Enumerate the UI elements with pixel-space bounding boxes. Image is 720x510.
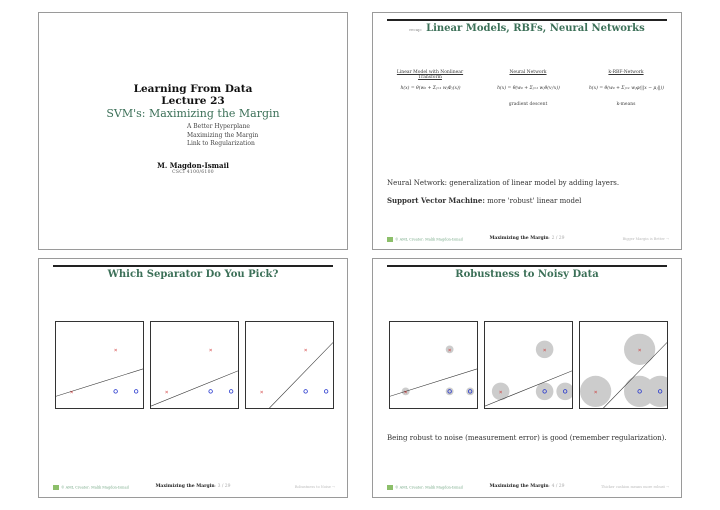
- red-cross-icon: ×: [498, 389, 503, 396]
- footer-title: Maximizing the Margin: 2 / 29: [489, 236, 565, 241]
- slide-heading: Linear Models, RBFs, Neural Networks: [426, 23, 645, 34]
- separator-line: [269, 343, 333, 408]
- formula: h(x) = θ(w₀ + Σⱼ₌₁ wⱼφ(||x − μⱼ||)): [588, 86, 665, 91]
- body-text: more 'robust' linear model: [484, 197, 582, 205]
- noise-plot-3: [579, 321, 668, 409]
- footer-next-link[interactable]: Bigger Margin is Better →: [622, 237, 669, 241]
- footer-title: Maximizing the Margin: 4 / 29: [489, 484, 565, 489]
- red-cross-icon: ×: [303, 347, 308, 354]
- blue-circle-icon: [304, 390, 308, 394]
- slide-title[interactable]: [38, 12, 348, 250]
- slide-heading: Robustness to Noisy Data: [455, 269, 599, 280]
- plot-svg: [246, 322, 333, 408]
- red-cross-icon: ×: [164, 389, 169, 396]
- bold-term: Support Vector Machine:: [387, 196, 485, 205]
- red-cross-icon: ×: [637, 347, 642, 354]
- outline: [187, 123, 258, 149]
- noise-plot-1: [389, 321, 478, 409]
- noise-disk: [556, 383, 572, 401]
- footer-left: © AML Creator: Malik Magdon-Ismail: [53, 485, 129, 490]
- institution: CSCI 4100/6100: [172, 170, 214, 175]
- plot-svg: [56, 322, 143, 408]
- plot-svg: [485, 322, 572, 408]
- formula: h(x) = θ(w₀ + Σⱼ₌₁ wⱼΦⱼ(x)): [400, 86, 461, 91]
- red-cross-icon: ×: [69, 389, 74, 396]
- blue-circle-icon: [229, 390, 233, 394]
- blue-circle-icon: [114, 390, 118, 394]
- footer: [47, 484, 339, 492]
- blue-circle-icon: [324, 390, 328, 394]
- title-rule: [387, 19, 667, 21]
- slide-recap[interactable]: [372, 12, 682, 250]
- footer-title: Maximizing the Margin: 3 / 29: [155, 484, 231, 489]
- red-cross-icon: ×: [208, 347, 213, 354]
- red-cross-icon: ×: [113, 347, 118, 354]
- noise-disk: [536, 383, 554, 401]
- slide-title: [373, 23, 681, 34]
- column-note: k-means: [616, 102, 636, 107]
- recap-label: recap:: [409, 27, 423, 32]
- separator-plot-3: [245, 321, 334, 409]
- formula: h(x) = θ(w₀ + Σⱼ₌₁ wⱼθ(vⱼᵗx)): [497, 86, 560, 91]
- footer-next-link[interactable]: Thicker cushion means more robust →: [601, 485, 669, 489]
- separator-plot-1: [55, 321, 144, 409]
- slide-caption: Being robust to noise (measurement error) is good (remember regularization).: [387, 434, 667, 442]
- noise-plot-2: [484, 321, 573, 409]
- noise-disk: [466, 387, 474, 395]
- column-label: Linear Model with Nonlinear Transform: [396, 70, 464, 80]
- red-cross-icon: ×: [593, 389, 598, 396]
- slide-heading: Which Separator Do You Pick?: [107, 269, 279, 280]
- footer-left: © AML Creator: Malik Magdon-Ismail: [387, 237, 463, 242]
- footer-left: © AML Creator: Malik Magdon-Ismail: [387, 485, 463, 490]
- footer-next-link[interactable]: Robustness to Noise →: [294, 485, 335, 489]
- blue-circle-icon: [209, 390, 213, 394]
- outline-item: Link to Regularization: [187, 140, 255, 147]
- plot-svg: [390, 322, 477, 408]
- author: M. Magdon-Ismail: [157, 161, 229, 170]
- body-line: [387, 196, 581, 205]
- footer: [381, 484, 673, 492]
- red-cross-icon: ×: [447, 347, 452, 354]
- plot-svg: [580, 322, 667, 408]
- lecture-number: Lecture 23: [161, 95, 225, 107]
- column-label: Neural Network: [509, 70, 547, 75]
- course-title: Learning From Data: [133, 83, 253, 95]
- red-cross-icon: ×: [259, 389, 264, 396]
- title-rule: [53, 265, 333, 267]
- noise-disk: [446, 387, 454, 395]
- blue-circle-icon: [134, 390, 138, 394]
- body-line: Neural Network: generalization of linear model by adding layers.: [387, 179, 620, 187]
- title-rule: [387, 265, 667, 267]
- slide-robustness[interactable]: [372, 258, 682, 498]
- column-label: k-RBF-Network: [608, 70, 644, 75]
- lecture-topic: SVM's: Maximizing the Margin: [106, 107, 280, 120]
- red-cross-icon: ×: [403, 389, 408, 396]
- footer: [381, 236, 673, 244]
- slide-separators[interactable]: [38, 258, 348, 498]
- plot-svg: [151, 322, 238, 408]
- outline-item: A Better Hyperplane: [187, 123, 250, 130]
- separator-plot-2: [150, 321, 239, 409]
- red-cross-icon: ×: [542, 347, 547, 354]
- column-note: gradient descent: [508, 102, 548, 107]
- outline-item: Maximizing the Margin: [187, 131, 259, 139]
